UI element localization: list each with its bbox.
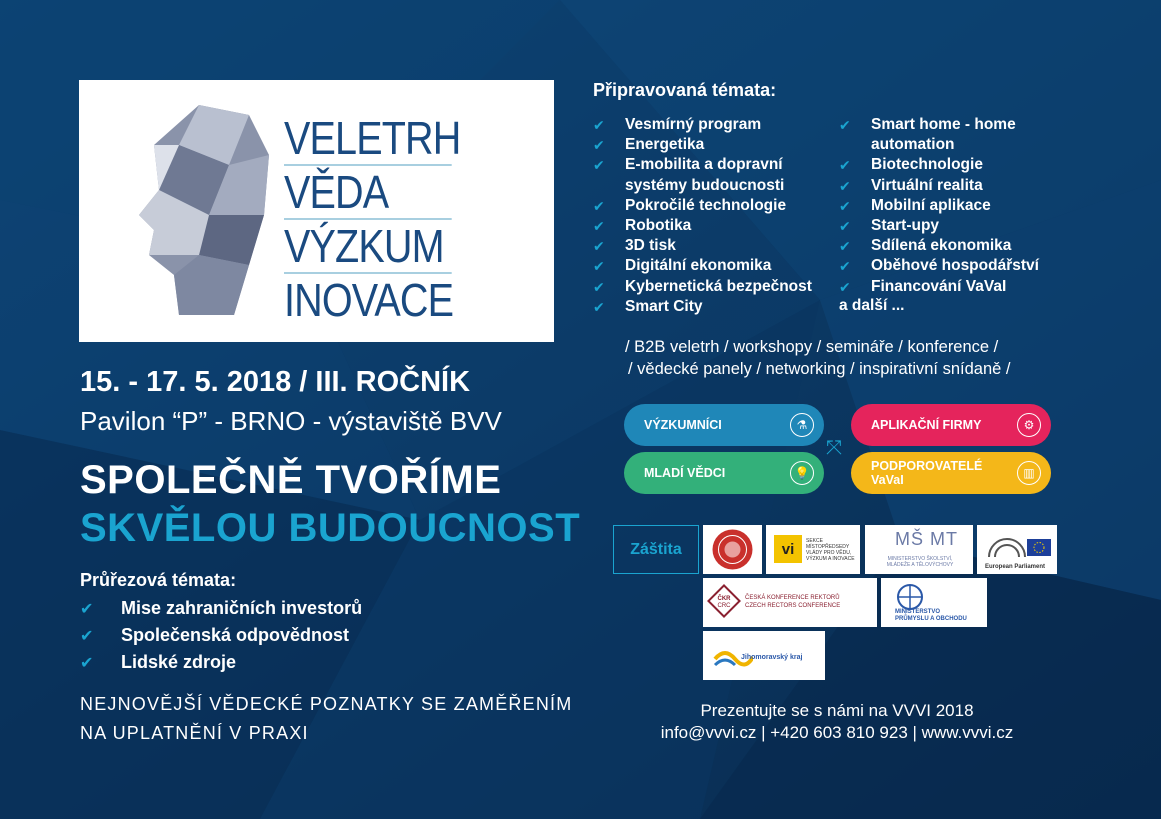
check-icon: ✔ xyxy=(593,298,605,315)
topic-label: Pokročilé technologie xyxy=(625,196,787,214)
check-icon: ✔ xyxy=(593,117,605,133)
topic-item xyxy=(593,115,812,135)
topic-label: Biotechnologie xyxy=(871,156,983,174)
mpo-globe-icon xyxy=(895,582,925,612)
vi-section-logo xyxy=(766,525,860,574)
companies-label: APLIKAČNÍ FIRMY xyxy=(871,418,982,432)
topics-column-1 xyxy=(593,115,812,317)
check-icon: ✔ xyxy=(593,218,605,235)
list-item-label: Lidské zdroje xyxy=(121,652,237,672)
topic-label: E-mobilita a dopravní xyxy=(625,156,783,174)
topic-label: Kybernetická bezpečnost xyxy=(625,277,812,295)
cross-topics-title: Průřezová témata: xyxy=(80,570,237,590)
topic-label: Energetika xyxy=(625,136,705,154)
topic-item xyxy=(839,196,1039,216)
mpo-text-line: MINISTERSTVO xyxy=(895,609,941,615)
supporters-label-line: VaVaI xyxy=(871,473,904,487)
topic-label: 3D tisk xyxy=(625,237,676,255)
topic-item xyxy=(839,176,1039,196)
formats-line: / vědecké panely / networking / inspirativní snídaně / xyxy=(628,360,1011,378)
supporters-label xyxy=(871,459,982,487)
topic-label: Financování VaVaI xyxy=(871,277,1007,295)
expand-arrows-icon: ⤧ xyxy=(826,437,842,459)
supporters-label-line: PODPOROVATELÉ xyxy=(871,459,983,473)
formats-line: / B2B veletrh / workshopy / semináře / konference / xyxy=(625,338,999,356)
check-icon: ✔ xyxy=(593,258,605,275)
msmt-logo xyxy=(865,525,973,574)
topic-label: Digitální ekonomika xyxy=(625,257,772,275)
jmk-text: Jihomoravský kraj xyxy=(741,654,803,661)
topic-label: Oběhové hospodářství xyxy=(871,257,1039,275)
msmt-text-line: MINISTERSTVO ŠKOLSTVÍ, xyxy=(887,556,953,562)
bar-chart-icon: ▥ xyxy=(1017,461,1041,485)
logo-wordmark xyxy=(284,112,479,326)
list-item-label: Mise zahraničních investorů xyxy=(121,598,363,618)
msmt-text xyxy=(877,556,963,568)
gears-icon: ⚙ xyxy=(1017,413,1041,437)
check-icon: ✔ xyxy=(593,157,605,174)
mpo-text-line: PRŮMYSLU A OBCHODU xyxy=(895,616,967,622)
topic-label: Vesmírný program xyxy=(625,116,762,133)
logo-word: VÝZKUM xyxy=(284,220,452,274)
caption-line: NA UPLATNĚNÍ V PRAXI xyxy=(80,723,309,743)
event-formats xyxy=(625,336,1010,380)
topic-label: Robotika xyxy=(625,217,692,235)
event-venue: Pavilon “P” - BRNO - výstaviště BVV xyxy=(80,406,502,436)
topic-item xyxy=(839,115,1039,135)
young-scientists-badge xyxy=(624,452,824,494)
topic-label: Virtuální realita xyxy=(871,176,983,194)
researchers-badge xyxy=(624,404,824,446)
companies-badge xyxy=(851,404,1051,446)
researchers-label: VÝZKUMNÍCI xyxy=(644,418,722,432)
ckr-text xyxy=(745,594,840,610)
young-scientists-label: MLADÍ VĚDCI xyxy=(644,466,726,480)
list-item-label: Společenská odpovědnost xyxy=(121,625,350,645)
flask-icon: ⚗ xyxy=(790,413,814,437)
ep-text: European Parliament xyxy=(985,564,1046,570)
topic-item xyxy=(593,256,812,276)
topic-item xyxy=(839,216,1039,236)
topic-item xyxy=(593,277,812,297)
check-icon: ✔ xyxy=(839,177,851,194)
topic-item xyxy=(593,297,812,317)
check-icon: ✔ xyxy=(839,157,851,174)
check-icon: ✔ xyxy=(839,117,851,133)
patronage-label: Záštita xyxy=(613,525,699,574)
topic-item xyxy=(593,216,812,236)
slogan-line-2: SKVĚLOU BUDOUCNOST xyxy=(80,506,581,550)
check-icon: ✔ xyxy=(80,627,94,645)
topic-item xyxy=(593,236,812,256)
check-icon: ✔ xyxy=(80,654,94,672)
check-icon: ✔ xyxy=(80,600,94,618)
logo-word: VELETRH xyxy=(284,112,461,164)
ep-emblem-icon xyxy=(977,525,1057,565)
logo-word: VĚDA xyxy=(284,166,452,220)
czech-rectors-conference-logo xyxy=(703,578,877,627)
vi-text-line: VÝZKUM A INOVACE xyxy=(806,556,855,562)
topic-label: Mobilní aplikace xyxy=(871,196,991,214)
logo-word: INOVACE xyxy=(284,274,454,326)
polygon-head-icon xyxy=(139,105,279,315)
msmt-text-line: MLÁDEŽE A TĚLOVÝCHOVY xyxy=(886,562,954,568)
check-spacer xyxy=(839,135,871,155)
european-parliament-logo xyxy=(977,525,1057,574)
svg-text:ČKR: ČKR xyxy=(717,596,731,602)
check-icon: ✔ xyxy=(839,197,851,214)
check-icon: ✔ xyxy=(839,218,851,235)
check-icon: ✔ xyxy=(839,278,851,295)
topic-item xyxy=(839,256,1039,276)
topic-item xyxy=(839,236,1039,256)
contact-headline: Prezentujte se s námi na VVVI 2018 xyxy=(700,701,974,720)
list-item xyxy=(80,649,362,676)
lightbulb-icon: 💡 xyxy=(790,461,814,485)
vi-text-line: SEKCE xyxy=(806,538,823,544)
topics-and-more: a další ... xyxy=(839,297,905,314)
ckr-text-line: CZECH RECTORS CONFERENCE xyxy=(745,603,841,609)
contact-details: info@vvvi.cz | +420 603 810 923 | www.vvvi.cz xyxy=(660,723,1014,742)
check-spacer xyxy=(593,176,625,196)
ckr-diamond-icon xyxy=(703,578,743,627)
topic-label: Sdílená ekonomika xyxy=(871,237,1012,255)
topic-label: Smart home - home xyxy=(871,116,1016,133)
topic-label: automation xyxy=(871,136,955,154)
check-icon: ✔ xyxy=(593,137,605,154)
topic-item xyxy=(839,155,1039,175)
topic-item xyxy=(839,277,1039,297)
svg-text:CRC: CRC xyxy=(717,603,731,609)
vi-text xyxy=(806,538,855,562)
supporters-badge xyxy=(851,452,1051,494)
slogan-line-1: SPOLEČNĚ TVOŘÍME xyxy=(80,458,502,502)
check-icon: ✔ xyxy=(593,197,605,214)
topics-column-2 xyxy=(839,115,1039,297)
cross-topics-list xyxy=(80,595,362,676)
topic-label: systémy budoucnosti xyxy=(625,176,785,194)
topic-label: Smart City xyxy=(625,297,703,315)
vi-mark: vi xyxy=(774,535,802,563)
mpo-text xyxy=(895,609,967,623)
check-icon: ✔ xyxy=(593,238,605,255)
msmt-mark: MŠ MT xyxy=(895,529,958,549)
check-icon: ✔ xyxy=(593,278,605,295)
event-logo xyxy=(79,80,554,342)
check-icon: ✔ xyxy=(839,258,851,275)
topic-item xyxy=(593,196,812,216)
topic-item xyxy=(593,176,812,196)
vi-text-line: VLÁDY PRO VĚDU, xyxy=(806,550,852,556)
caption xyxy=(80,690,572,748)
topic-label: Start-upy xyxy=(871,217,940,235)
ckr-text-line: ČESKÁ KONFERENCE REKTORŮ xyxy=(745,595,840,601)
topic-item xyxy=(593,155,812,175)
mpo-logo xyxy=(881,578,987,627)
check-icon: ✔ xyxy=(839,238,851,255)
caption-line: NEJNOVĚJŠÍ VĚDECKÉ POZNATKY SE ZAMĚŘENÍM xyxy=(80,694,573,714)
university-seal-logo xyxy=(703,525,762,574)
list-item xyxy=(80,622,362,649)
event-date: 15. - 17. 5. 2018 / III. ROČNÍK xyxy=(80,366,471,398)
list-item xyxy=(80,595,362,622)
topic-item xyxy=(593,135,812,155)
vi-text-line: MÍSTOPŘEDSEDY xyxy=(806,544,850,550)
jihomoravsky-kraj-logo xyxy=(703,631,825,680)
topic-item xyxy=(839,135,1039,155)
topics-title: Připravovaná témata: xyxy=(593,80,777,100)
